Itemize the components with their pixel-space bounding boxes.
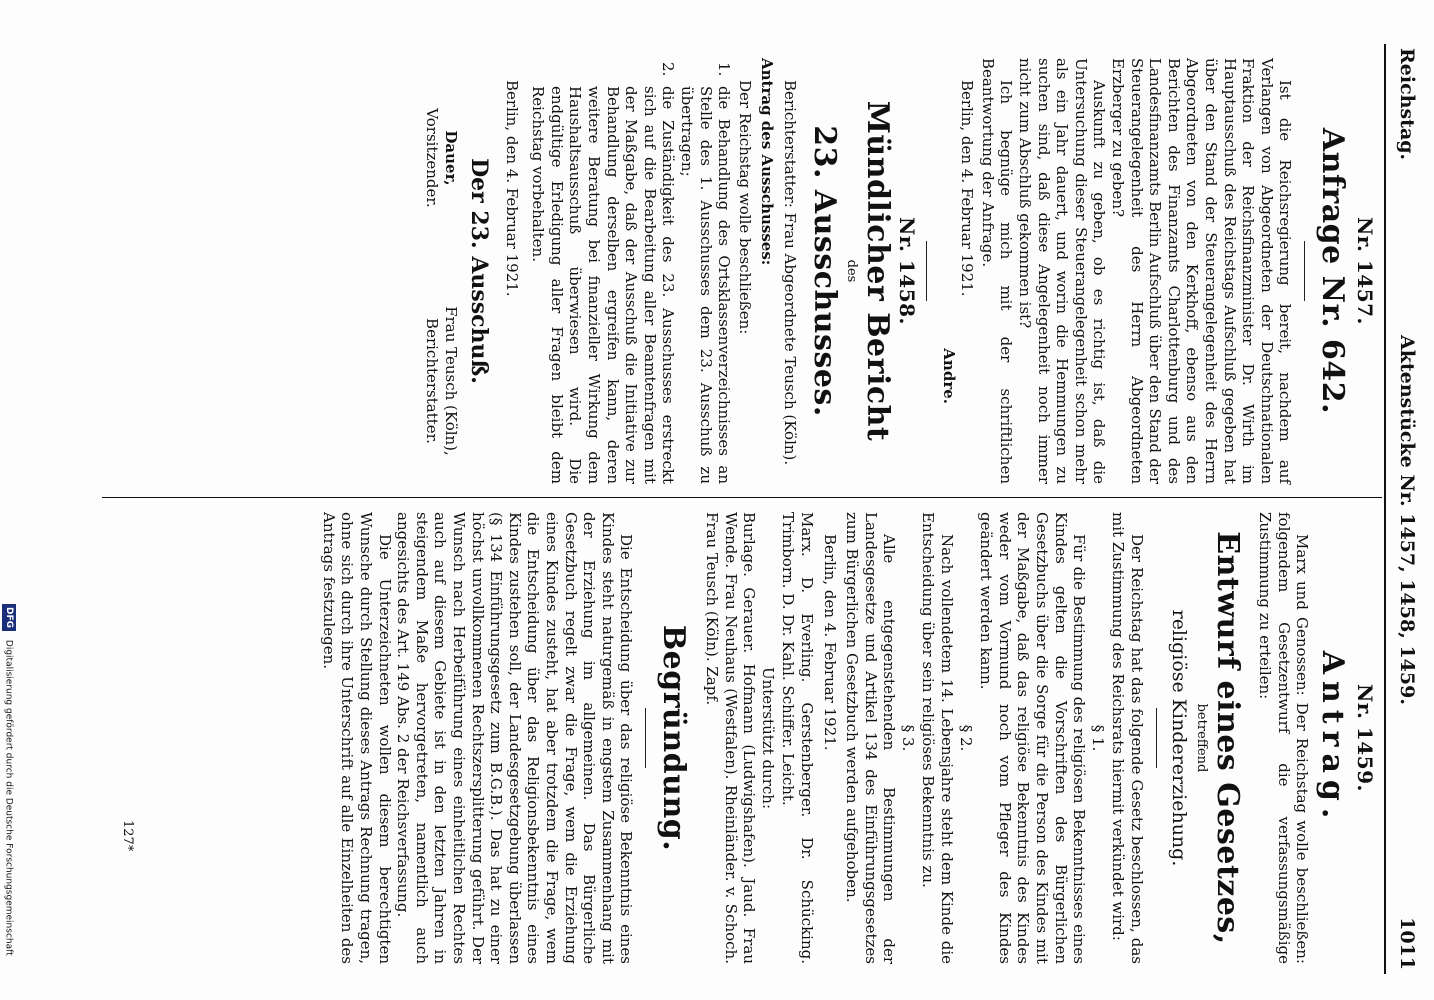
reporter-name: Frau Teusch (Köln), xyxy=(442,306,461,456)
der-ausschuss: Der 23. Ausschuß. xyxy=(466,158,493,384)
heading-1458: Nr. 1458. xyxy=(895,216,920,326)
anfrage-signature: Andre. xyxy=(939,348,958,404)
list-number: 2. xyxy=(659,62,678,77)
header-center: Aktenstücke Nr. 1457, 1458, 1459. xyxy=(1396,335,1418,705)
divider xyxy=(1304,241,1305,301)
berichterstatter-line xyxy=(780,58,799,484)
chair-role: Vorsitzender. xyxy=(423,108,442,208)
antrag-date: Berlin, den 4. Februar 1921. xyxy=(820,534,839,751)
anfrage-paragraph-2: Auskunft zu geben, ob es richtig ist, daß die Untersuchung dieser Steuerangelegenheit schon mehr als ein Jahr dauert, und worin die Hemmungen zu suchen sind, daß diese Angelegenheit noch immer nicht zum Abschluß gekommen ist? xyxy=(1016,58,1109,484)
signature-chair xyxy=(423,58,460,258)
section-2-heading: § 2. xyxy=(956,724,975,752)
section-3-heading: § 3. xyxy=(898,724,917,752)
section-3-text: Alle entgegenstehenden Bestimmungen der Landesgesetze und Artikel 134 des Einführungsgesetzes zum Bürgerlichen Gesetzbuch werden aufgehoben. xyxy=(843,512,899,964)
section-1-heading: § 1. xyxy=(1088,724,1107,752)
heading-des: des xyxy=(843,259,859,283)
heading-anfrage: Anfrage Nr. 642. xyxy=(1315,127,1351,415)
preamble: Der Reichstag hat das folgende Gesetz beschlossen, das mit Zustimmung des Reichsrats hiermit verkündet wird: xyxy=(1109,512,1147,964)
antrag-ausschuss-label: Antrag des Ausschusses: xyxy=(758,58,777,266)
antrag-intro: Marx und Genossen: Der Reichstag wolle beschließen: folgendem Gesetzentwurf die verfassungsmäßige Zustimmung zu erteilen: xyxy=(1256,512,1312,964)
heading-entwurf: Entwurf eines Gesetzes, xyxy=(1209,531,1245,945)
heading-begruendung: Begründung. xyxy=(656,624,692,852)
page-mark: 127* xyxy=(120,820,135,852)
divider xyxy=(926,241,927,301)
berichterstatter-text: Berichterstatter: Frau Abgeordnete Teusch (Köln). xyxy=(780,80,799,466)
list-item-text: die Behandlung des Ortsklassenverzeichnisses an Stelle des 1. Ausschusses dem 23. Ausschuß zu übertragen; xyxy=(677,86,734,484)
anfrage-paragraph-1: Ist die Reichsregierung bereit, nachdem auf Verlangen von Abgeordneten der Deutschnationalen Fraktion der Reichsfinanzminister Dr. Wirth im Hauptausschuß des Reichstags Aufschluß gegeben hat über den Stand der Steuerangelegenheit des Herrn Abgeordneten von den Kerkhoff, ebenso aus den Berichten des Finanzamts Charlottenburg und des Landesfinanzamts Berlin Aufschluß über den Stand der Steuerangelegenheit des Herrn Abgeordneten Erzberger zu geben? xyxy=(1109,58,1295,484)
heading-ausschuss: 23. Ausschusses. xyxy=(806,125,842,417)
bericht-date: Berlin, den 4. Februar 1921. xyxy=(502,80,521,297)
dfg-logo: DFG xyxy=(2,604,16,631)
heading-1457: Nr. 1457. xyxy=(1353,216,1377,326)
chair-name: Dauer, xyxy=(442,130,461,186)
anfrage-date: Berlin, den 4. Februar 1921. xyxy=(958,80,977,297)
signers-main: Marx. D. Everling. Gerstenberger. Dr. Schücking. Trimborn. D. Dr. Kahl. Schiffer. Leicht. xyxy=(779,512,816,964)
header-left: Reichstag. xyxy=(1396,48,1418,161)
divider xyxy=(1156,708,1157,768)
dfg-note-line xyxy=(2,604,16,1000)
begruendung-paragraph-2: Die Unterzeichneten wollen diesem berechtigten Wunsche durch Stellung dieses Antrags Rechnung tragen, ohne sich durch ihre Unterschrift auf alle Einzelheiten des Antrags festzulegen. xyxy=(319,512,394,964)
heading-bericht: Mündlicher Bericht xyxy=(859,100,895,442)
anfrage-paragraph-3: Ich begnüge mich mit der schriftlichen Beantwortung der Anfrage. xyxy=(978,58,1016,484)
signers-support: Burlage. Gerauer. Hofmann (Ludwigshafen). Jaud. Frau Wende. Frau Neuhaus (Westfalen). Rheinländer. v. Schoch. Frau Teusch (Köln). Zapf. xyxy=(702,512,759,964)
section-2-text: Nach vollendetem 14. Lebensjahre steht dem Kinde die Entscheidung über sein religiöses Bekenntnis zu. xyxy=(919,512,957,964)
unterstuetzt-label: Unterstützt durch: xyxy=(758,666,777,810)
heading-antrag: Antrag. xyxy=(1315,650,1351,826)
list-item-text: die Zuständigkeit des 23. Ausschusses erstreckt sich auf die Bearbeitung aller Beamtenfragen mit der Maßgabe, daß der Ausschuß die Initiative zur Behandlung derselben ergreifen kann, deren weitere Beratung bei finanzieller Wirkung dem Haushaltsausschuß überwiesen wird. Die endgültige Erledigung aller Fragen bleibt dem Reichstag vorbehalten. xyxy=(529,86,678,484)
heading-kindererziehung: religiöse Kindererziehung. xyxy=(1168,609,1191,867)
header-rule xyxy=(1384,44,1386,974)
signatures xyxy=(416,58,460,484)
dfg-note: Digitalisierung gefördert durch die Deutsche Forschungsgemeinschaft xyxy=(3,639,14,956)
reporter-role: Berichterstatter. xyxy=(423,318,442,444)
list-item-2 xyxy=(529,58,678,484)
signature-reporter xyxy=(423,278,460,484)
heading-1459: Nr. 1459. xyxy=(1353,683,1377,793)
betreffend: betreffend xyxy=(1193,703,1209,773)
left-column xyxy=(416,58,1377,484)
section-1-text: Für die Bestimmung des religiösen Bekenntnisses eines Kindes gelten die Vorschriften des Bürgerlichen Gesetzbuchs über die Sorge für die Person des Kindes mit der Maßgabe, daß das religiöse Bekenntnis des Kindes weder vom Vormund noch vom Pfleger des Kindes geändert werden kann. xyxy=(977,512,1089,964)
right-column xyxy=(319,512,1377,964)
list-item-1 xyxy=(677,58,733,484)
begruendung-paragraph-1: Die Entscheidung über das religiöse Bekenntnis eines Kindes steht naturgemäß in engstem Zusammenhang mit der Erziehung im allgemeinen. Das Bürgerliche Gesetzbuch regelt zwar die Frage, wem die Erziehung eines Kindes zusteht, hat aber trotzdem die Frage, wem die Entscheidung über das Religionsbekenntnis eines Kindes zustehen soll, der Landesgesetzgebung überlassen (§ 134 Einführungsgesetz zum B.G.B.). Das hat zu einer höchst unvollkommenen Rechtszersplitterung geführt. Der Wunsch nach Herbeiführung eines einheitlichen Rechtes auch auf diesem Gebiete ist in den letzten Jahren in steigendem Maße hervorgetreten, namentlich auch angesichts des Art. 149 Abs. 2 der Reichsverfassung. xyxy=(394,512,636,964)
list-number: 1. xyxy=(715,62,734,77)
divider xyxy=(645,708,646,768)
beschliessen-line: Der Reichstag wolle beschließen: xyxy=(735,80,754,335)
column-divider xyxy=(102,497,1382,498)
page-number: 1011 xyxy=(1396,917,1418,970)
